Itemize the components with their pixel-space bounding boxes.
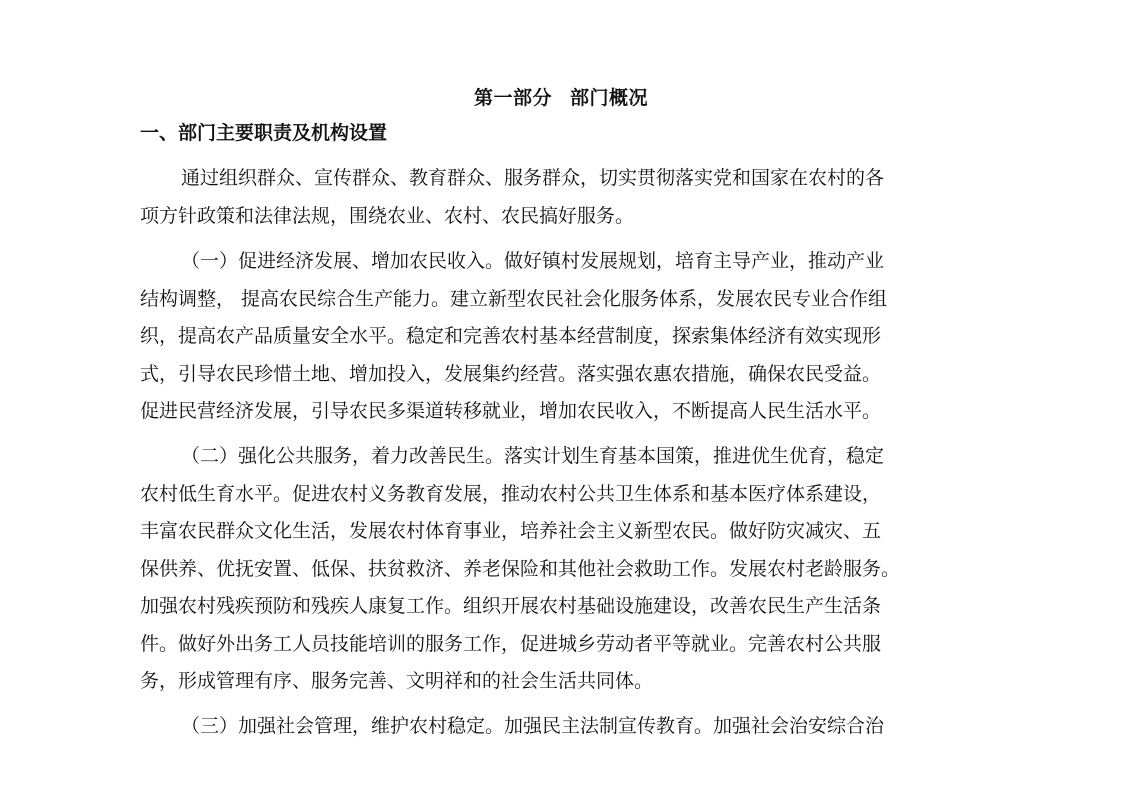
paragraph-public-service	[140, 438, 986, 701]
paragraph-social-management	[140, 708, 986, 746]
paragraph-line: （三）加强社会管理，维护农村稳定。加强民主法制宣传教育。加强社会治安综合治	[181, 715, 885, 737]
paragraph-line: 织，提高农产品质量安全水平。稳定和完善农村基本经营制度，探索集体经济有效实现形	[140, 325, 882, 347]
paragraph-line: 通过组织群众、宣传群众、教育群众、服务群众，切实贯彻落实党和国家在农村的各	[181, 167, 885, 189]
paragraph-line: 加强农村残疾预防和残疾人康复工作。组织开展农村基础设施建设，改善农民生产生活条	[140, 595, 882, 617]
paragraph-line: （二）强化公共服务，着力改善民生。落实计划生育基本国策，推进优生优育，稳定	[181, 445, 885, 467]
paragraph-line: 促进民营经济发展，引导农民多渠道转移就业，增加农民收入，不断提高人民生活水平。	[140, 400, 882, 422]
part-title-text: 部门概况	[570, 87, 649, 109]
part-title	[0, 84, 1122, 112]
paragraph-economic-development	[140, 243, 986, 431]
paragraph-line: 项方针政策和法律法规，围绕农业、农村、农民搞好服务。	[140, 204, 635, 227]
paragraph-line: 务，形成管理有序、服务完善、文明祥和的社会生活共同体。	[140, 670, 654, 692]
paragraph-line: （一）促进经济发展、增加农民收入。做好镇村发展规划，培育主导产业，推动产业	[181, 250, 885, 272]
section-heading: 一、部门主要职责及机构设置	[140, 122, 388, 144]
paragraph-line: 结构调整， 提高农民综合生产能力。建立新型农民社会化服务体系，发展农民专业合作组	[140, 287, 888, 310]
paragraph-line: 丰富农民群众文化生活，发展农村体育事业，培养社会主义新型农民。做好防灾减灾、五	[140, 520, 882, 542]
paragraph-line: 式，引导农民珍惜土地、增加投入，发展集约经营。落实强农惠农措施，确保农民受益。	[140, 362, 882, 385]
part-title-number: 第一部分	[473, 87, 552, 109]
paragraph-overview	[140, 160, 986, 235]
paragraph-line: 保供养、优抚安置、低保、扶贫救济、养老保险和其他社会救助工作。发展农村老龄服务。	[140, 557, 901, 580]
paragraph-line: 农村低生育水平。促进农村义务教育发展，推动农村公共卫生体系和基本医疗体系建设，	[140, 482, 882, 505]
paragraph-line: 件。做好外出务工人员技能培训的服务工作，促进城乡劳动者平等就业。完善农村公共服	[140, 632, 882, 655]
